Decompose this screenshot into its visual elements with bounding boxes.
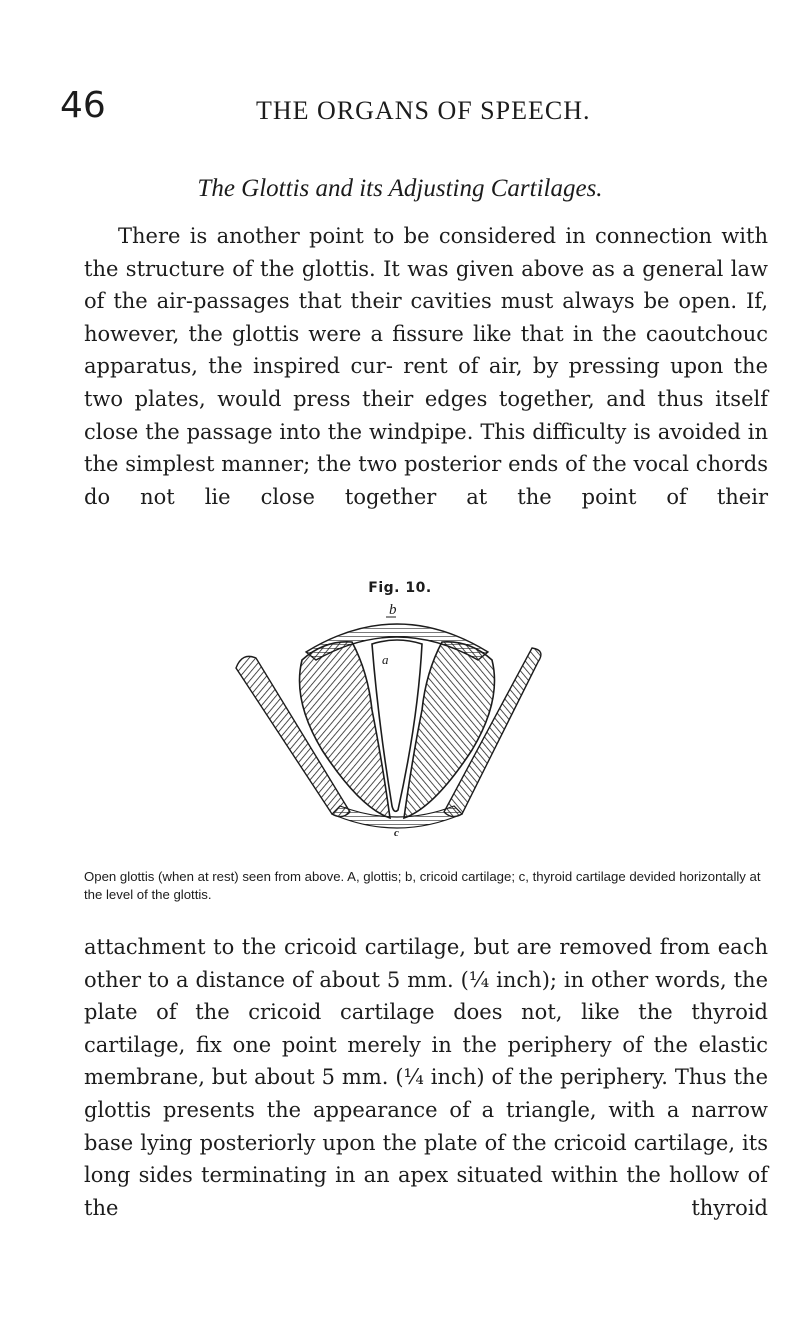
letter-b: b (389, 602, 397, 618)
page-number: 46 (60, 85, 106, 126)
section-heading: The Glottis and its Adjusting Cartilages. (197, 175, 603, 202)
figure-caption: Open glottis (when at rest) seen from above. A, glottis; b, cricoid cartilage; c, thyroid cartilage devided horizontally at the level of the glottis. (84, 869, 761, 902)
glottis-figure (232, 600, 562, 840)
running-head (60, 86, 760, 134)
figure-label: Fig. 10. (368, 580, 432, 596)
paragraph-2: attachment to the cricoid cartilage, but are removed from each other to a distance of about 5 mm. (¼ inch); in other words, the plate of the cricoid cartilage does not, like the thyroid cartilage, fix one point merely in the periphery of the elastic membrane, but about 5 mm. (¼ inch) of the periphery. Thus the glottis presents the appearance of a triangle, with a narrow base lying posteriorly upon the plate of the cricoid cartilage, its long sides terminating in an apex situated within the hollow of the thyroid (84, 935, 768, 1220)
letter-a: a (382, 652, 389, 667)
paragraph-1: There is another point to be considered in connection with the structure of the glottis. It was given above as a general law of the air-passages that their cavities must always be open. If, however, the glottis were a fissure like that in the caoutchouc apparatus, the inspired cur- rent of air, by pressing upon the two plates, would press their edges together, and thus itself close the passage into the windpipe. This difficulty is avoided in the simplest manner; the two posterior ends of the vocal chords do not lie close together at the point of their (84, 224, 768, 509)
glottis-illustration (232, 600, 562, 840)
letter-c: c (394, 827, 399, 839)
running-title: THE ORGANS OF SPEECH. (256, 96, 591, 125)
